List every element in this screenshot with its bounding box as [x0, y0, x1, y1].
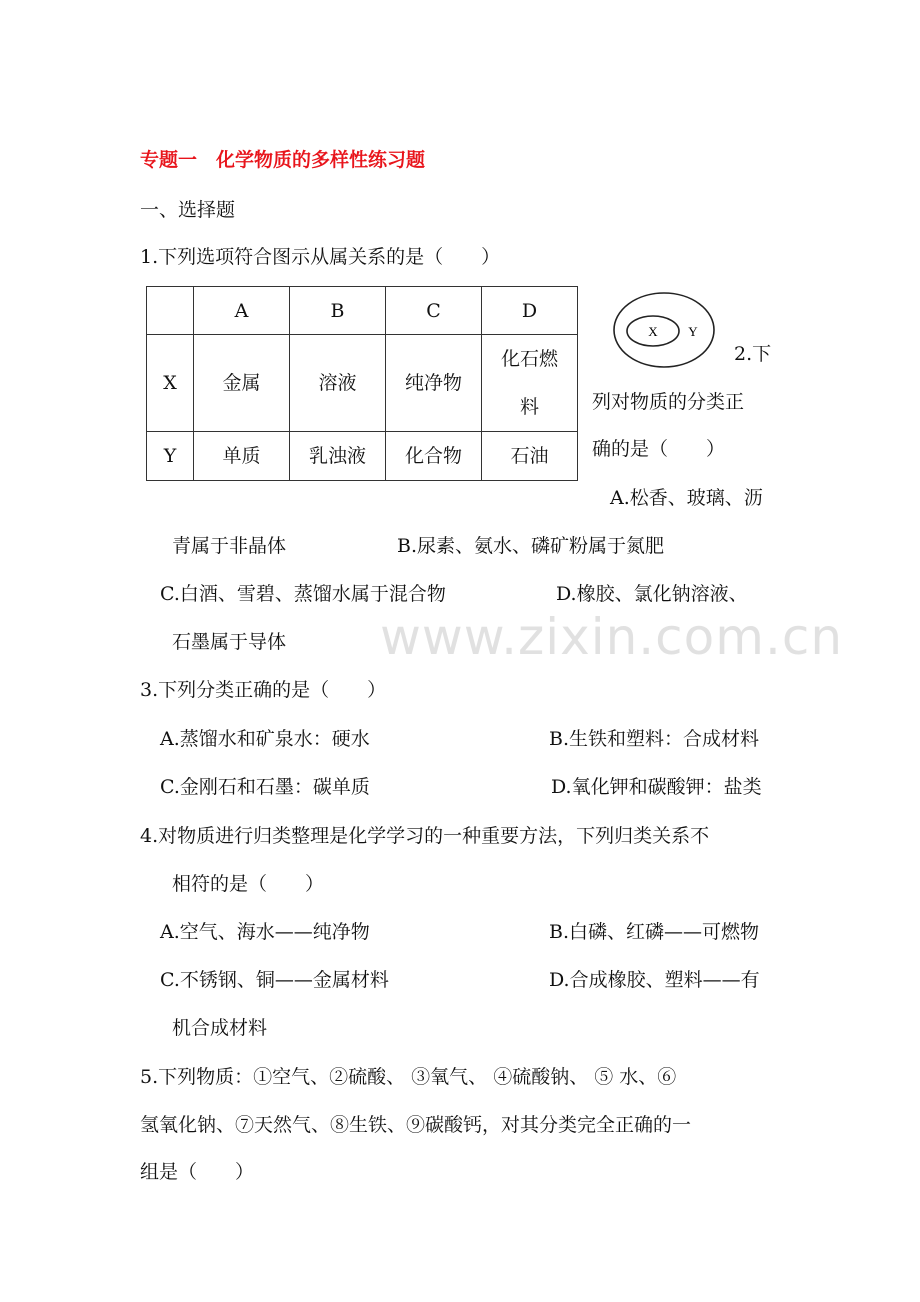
q4-option-b: B.白磷、红磷——可燃物 [549, 921, 760, 943]
q2-stem-line2: 列对物质的分类正 [592, 391, 745, 413]
q3-option-c: C.金刚石和石墨：碳单质 [160, 776, 370, 798]
table-header-cell: C [386, 287, 482, 335]
table-header-cell: D [482, 287, 578, 335]
q5-stem-line3: 组是（ ） [140, 1161, 255, 1183]
q2-stem-line1: 2.下 [734, 343, 772, 365]
q2-option-b: B.尿素、氨水、磷矿粉属于氮肥 [397, 535, 665, 557]
table-cell: 纯净物 [386, 335, 482, 432]
table-cell-line: 化石燃 [500, 348, 558, 370]
q3-option-b: B.生铁和塑料：合成材料 [549, 728, 760, 750]
table-row-label: Y [147, 432, 194, 481]
table-cell: 石油 [482, 432, 578, 481]
table-header-cell: B [290, 287, 386, 335]
q4-option-d: D.合成橡胶、塑料——有 [549, 969, 760, 991]
table-cell: 金属 [194, 335, 290, 432]
q5-stem-line1: 5.下列物质：①空气、②硫酸、 ③氧气、 ④硫酸钠、 ⑤ 水、⑥ [140, 1066, 677, 1088]
q3-option-d: D.氧化钾和碳酸钾：盐类 [551, 776, 762, 798]
table-cell: 单质 [194, 432, 290, 481]
q2-option-a-cont: 青属于非晶体 [172, 535, 287, 557]
table-header-cell: A [194, 287, 290, 335]
table-row-label: X [147, 335, 194, 432]
table-cell: 乳浊液 [290, 432, 386, 481]
q5-stem-line2: 氢氧化钠、⑦天然气、⑧生铁、⑨碳酸钙，对其分类完全正确的一 [140, 1114, 692, 1136]
venn-outer-label: Y [688, 324, 698, 339]
table-row [147, 432, 578, 481]
q2-option-d: D.橡胶、氯化钠溶液、 [556, 583, 748, 605]
q2-stem-line3: 确的是（ ） [592, 438, 726, 460]
page-title: 专题一 化学物质的多样性练习题 [140, 149, 426, 171]
q3-stem: 3.下列分类正确的是（ ） [140, 679, 387, 701]
outer-ellipse [614, 293, 714, 367]
q2-option-a: A.松香、玻璃、沥 [610, 487, 763, 509]
table-header-cell [147, 287, 194, 335]
table-cell [482, 335, 578, 432]
section-heading: 一、选择题 [140, 199, 236, 221]
q3-option-a: A.蒸馏水和矿泉水：硬水 [160, 728, 370, 750]
q4-option-c: C.不锈钢、铜——金属材料 [160, 969, 389, 991]
table-cell: 化合物 [386, 432, 482, 481]
q4-option-a: A.空气、海水——纯净物 [160, 921, 370, 943]
watermark: www.zixin.com.cn [380, 608, 844, 666]
venn-diagram [612, 290, 718, 372]
table-cell-line: 料 [519, 396, 539, 418]
table-row [147, 335, 578, 432]
q2-option-c: C.白酒、雪碧、蒸馏水属于混合物 [160, 583, 446, 605]
q2-option-d-cont: 石墨属于导体 [172, 631, 287, 653]
q1-stem: 1.下列选项符合图示从属关系的是（ ） [140, 246, 501, 268]
table-header-row [147, 287, 578, 335]
q4-stem: 4.对物质进行归类整理是化学学习的一种重要方法，下列归类关系不 [140, 825, 710, 847]
table-cell: 溶液 [290, 335, 386, 432]
q1-table [146, 286, 578, 481]
venn-inner-label: X [648, 324, 658, 339]
q4-option-d-cont: 机合成材料 [172, 1017, 268, 1039]
q4-stem-cont: 相符的是（ ） [172, 873, 325, 895]
